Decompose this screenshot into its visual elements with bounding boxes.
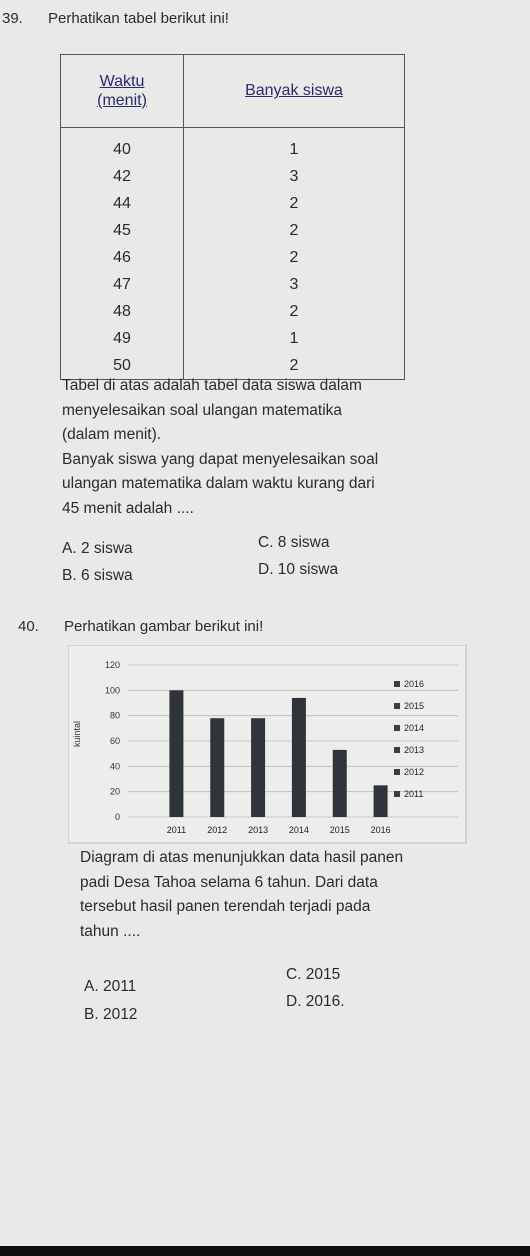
table-cell: 48 bbox=[113, 303, 131, 320]
q39-line: (dalam menit). bbox=[62, 426, 162, 443]
table-cell: 2 bbox=[289, 357, 299, 374]
bar-2016 bbox=[374, 785, 388, 817]
header-banyak-siswa: Banyak siswa bbox=[184, 55, 405, 128]
harvest-bar-chart bbox=[68, 645, 468, 845]
table-cell: 40 bbox=[113, 141, 131, 158]
header-waktu bbox=[61, 55, 184, 128]
x-tick-label: 2012 bbox=[207, 825, 228, 835]
legend-entry: 2014 bbox=[404, 723, 425, 733]
table-cell: 3 bbox=[289, 168, 299, 185]
y-axis-label: kuintal bbox=[72, 720, 82, 747]
bar-2013 bbox=[251, 718, 265, 817]
legend-entry: 2011 bbox=[404, 789, 424, 799]
table-cell: 3 bbox=[289, 276, 299, 293]
q39-body bbox=[62, 374, 522, 521]
legend-swatch bbox=[394, 681, 400, 687]
q39-table bbox=[60, 54, 405, 380]
column-banyak-siswa bbox=[184, 128, 405, 380]
table-cell: 2 bbox=[289, 222, 299, 239]
table-cell: 42 bbox=[113, 168, 131, 185]
column-waktu bbox=[61, 128, 184, 380]
q40-option-a[interactable]: A. 2011 bbox=[84, 978, 137, 995]
x-tick-label: 2014 bbox=[288, 825, 309, 835]
legend-entry: 2015 bbox=[404, 701, 425, 711]
q40-prompt: Perhatikan gambar berikut ini! bbox=[64, 618, 264, 635]
q39-option-a[interactable]: A. 2 siswa bbox=[62, 540, 133, 557]
table-cell: 2 bbox=[289, 195, 299, 212]
q40-line: Diagram di atas menunjukkan data hasil panen bbox=[80, 849, 404, 866]
legend-swatch bbox=[394, 791, 400, 797]
q40-option-b[interactable]: B. 2012 bbox=[84, 1006, 138, 1023]
x-tick-label: 2015 bbox=[329, 825, 350, 835]
legend-entry: 2012 bbox=[404, 767, 425, 777]
q39-line: 45 menit adalah .... bbox=[62, 499, 194, 517]
table-cell: 2 bbox=[289, 303, 299, 320]
bar-2012 bbox=[210, 718, 224, 817]
legend-swatch bbox=[394, 747, 400, 753]
header-waktu-line2: (menit) bbox=[97, 92, 147, 109]
legend-entry: 2013 bbox=[404, 745, 425, 755]
x-tick-label: 2013 bbox=[248, 825, 269, 835]
y-tick-label: 20 bbox=[109, 786, 120, 797]
q39-option-d[interactable]: D. 10 siswa bbox=[258, 561, 339, 578]
q40-option-d[interactable]: D. 2016. bbox=[286, 993, 345, 1010]
y-tick-label: 40 bbox=[109, 761, 120, 772]
x-tick-label: 2016 bbox=[370, 825, 391, 835]
header-waktu-line1: Waktu bbox=[99, 72, 145, 90]
q40-line: padi Desa Tahoa selama 6 tahun. Dari data bbox=[80, 873, 378, 891]
y-tick-label: 80 bbox=[109, 710, 120, 721]
chart-frame bbox=[68, 645, 466, 843]
table-cell: 44 bbox=[113, 195, 131, 212]
bar-2015 bbox=[333, 750, 347, 817]
y-tick-label: 60 bbox=[109, 736, 120, 746]
q39-option-b[interactable]: B. 6 siswa bbox=[62, 567, 133, 584]
q40-line: tahun .... bbox=[80, 922, 141, 940]
table-cell: 49 bbox=[113, 330, 131, 347]
q39-line: Tabel di atas adalah tabel data siswa dalam bbox=[62, 377, 362, 394]
table-cell: 1 bbox=[289, 141, 299, 158]
table-cell: 2 bbox=[289, 249, 299, 266]
q40-line: tersebut hasil panen terendah terjadi pada bbox=[80, 898, 371, 915]
bottom-edge-bar bbox=[0, 1246, 530, 1256]
table-body-row bbox=[61, 128, 405, 380]
q39-line: ulangan matematika dalam waktu kurang dari bbox=[62, 475, 375, 492]
q39-line: Banyak siswa yang dapat menyelesaikan soal bbox=[62, 450, 379, 468]
q39-number: 39. bbox=[2, 10, 23, 27]
y-tick-label: 120 bbox=[104, 660, 120, 670]
q39-option-c[interactable]: C. 8 siswa bbox=[258, 534, 330, 551]
legend-entry: 2016 bbox=[404, 679, 425, 689]
bar-2011 bbox=[169, 690, 183, 817]
y-tick-label: 0 bbox=[114, 812, 120, 822]
x-tick-label: 2011 bbox=[166, 825, 187, 835]
legend-swatch bbox=[394, 703, 400, 709]
table-cell: 47 bbox=[113, 276, 131, 293]
table-cell: 45 bbox=[113, 222, 131, 239]
q40-body bbox=[80, 846, 520, 944]
table-cell: 50 bbox=[113, 357, 131, 374]
y-tick-label: 100 bbox=[104, 685, 120, 696]
q39-line: menyelesaikan soal ulangan matematika bbox=[62, 401, 343, 419]
q40-option-c[interactable]: C. 2015 bbox=[286, 966, 341, 983]
legend-swatch bbox=[394, 769, 400, 775]
legend-swatch bbox=[394, 725, 400, 731]
table-header-row bbox=[61, 55, 405, 128]
table-cell: 46 bbox=[113, 249, 131, 266]
table-cell: 1 bbox=[289, 330, 299, 347]
q40-number: 40. bbox=[18, 618, 39, 635]
q39-prompt: Perhatikan tabel berikut ini! bbox=[48, 10, 229, 27]
bar-2014 bbox=[292, 698, 306, 817]
